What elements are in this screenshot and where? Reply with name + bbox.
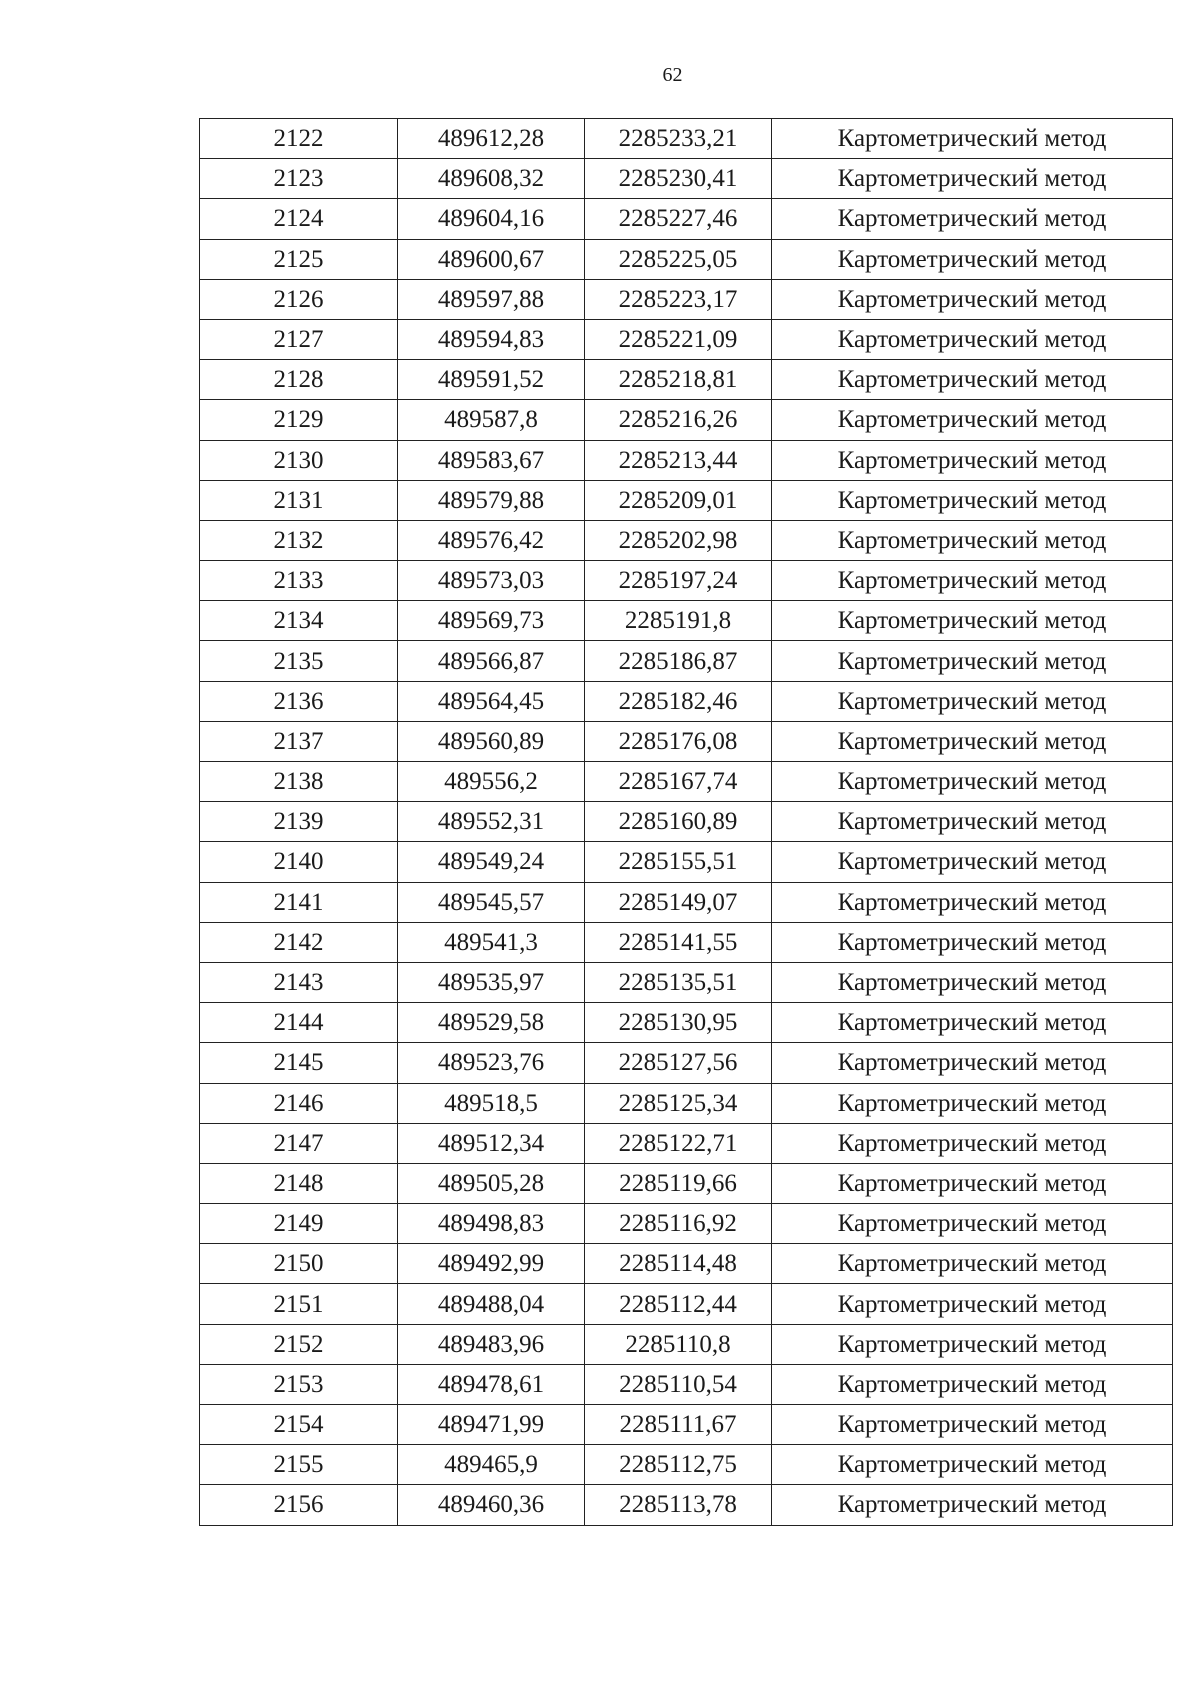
method-cell: Картометрический метод	[772, 762, 1173, 802]
y-coordinate-cell: 2285197,24	[585, 561, 772, 601]
table-row	[200, 1163, 1173, 1203]
method-cell: Картометрический метод	[772, 1204, 1173, 1244]
method-cell: Картометрический метод	[772, 1083, 1173, 1123]
point-number-cell: 2125	[200, 239, 398, 279]
point-number-cell: 2124	[200, 199, 398, 239]
y-coordinate-cell: 2285149,07	[585, 882, 772, 922]
method-cell: Картометрический метод	[772, 520, 1173, 560]
table-row	[200, 1244, 1173, 1284]
table-row	[200, 520, 1173, 560]
table-row	[200, 440, 1173, 480]
point-number-cell: 2156	[200, 1485, 398, 1525]
x-coordinate-cell: 489483,96	[398, 1324, 585, 1364]
point-number-cell: 2130	[200, 440, 398, 480]
method-cell: Картометрический метод	[772, 1445, 1173, 1485]
method-cell: Картометрический метод	[772, 319, 1173, 359]
table-row	[200, 1364, 1173, 1404]
method-cell: Картометрический метод	[772, 1244, 1173, 1284]
x-coordinate-cell: 489498,83	[398, 1204, 585, 1244]
table-row	[200, 962, 1173, 1002]
y-coordinate-cell: 2285227,46	[585, 199, 772, 239]
table-row	[200, 1284, 1173, 1324]
x-coordinate-cell: 489564,45	[398, 681, 585, 721]
method-cell: Картометрический метод	[772, 641, 1173, 681]
y-coordinate-cell: 2285112,75	[585, 1445, 772, 1485]
x-coordinate-cell: 489600,67	[398, 239, 585, 279]
point-number-cell: 2145	[200, 1043, 398, 1083]
table-row	[200, 279, 1173, 319]
point-number-cell: 2146	[200, 1083, 398, 1123]
point-number-cell: 2139	[200, 802, 398, 842]
table-row	[200, 319, 1173, 359]
method-cell: Картометрический метод	[772, 802, 1173, 842]
y-coordinate-cell: 2285233,21	[585, 119, 772, 159]
coordinates-table-body	[200, 119, 1173, 1526]
table-row	[200, 360, 1173, 400]
point-number-cell: 2142	[200, 922, 398, 962]
y-coordinate-cell: 2285182,46	[585, 681, 772, 721]
y-coordinate-cell: 2285209,01	[585, 480, 772, 520]
method-cell: Картометрический метод	[772, 1163, 1173, 1203]
x-coordinate-cell: 489579,88	[398, 480, 585, 520]
point-number-cell: 2129	[200, 400, 398, 440]
y-coordinate-cell: 2285111,67	[585, 1405, 772, 1445]
y-coordinate-cell: 2285114,48	[585, 1244, 772, 1284]
x-coordinate-cell: 489591,52	[398, 360, 585, 400]
table-row	[200, 199, 1173, 239]
x-coordinate-cell: 489549,24	[398, 842, 585, 882]
x-coordinate-cell: 489608,32	[398, 159, 585, 199]
point-number-cell: 2131	[200, 480, 398, 520]
method-cell: Картометрический метод	[772, 279, 1173, 319]
x-coordinate-cell: 489529,58	[398, 1003, 585, 1043]
table-row	[200, 1043, 1173, 1083]
point-number-cell: 2135	[200, 641, 398, 681]
x-coordinate-cell: 489604,16	[398, 199, 585, 239]
table-row	[200, 561, 1173, 601]
x-coordinate-cell: 489465,9	[398, 1445, 585, 1485]
method-cell: Картометрический метод	[772, 601, 1173, 641]
method-cell: Картометрический метод	[772, 1364, 1173, 1404]
method-cell: Картометрический метод	[772, 440, 1173, 480]
y-coordinate-cell: 2285113,78	[585, 1485, 772, 1525]
y-coordinate-cell: 2285216,26	[585, 400, 772, 440]
method-cell: Картометрический метод	[772, 962, 1173, 1002]
point-number-cell: 2152	[200, 1324, 398, 1364]
method-cell: Картометрический метод	[772, 1324, 1173, 1364]
method-cell: Картометрический метод	[772, 681, 1173, 721]
point-number-cell: 2143	[200, 962, 398, 1002]
method-cell: Картометрический метод	[772, 1043, 1173, 1083]
method-cell: Картометрический метод	[772, 882, 1173, 922]
x-coordinate-cell: 489560,89	[398, 721, 585, 761]
x-coordinate-cell: 489488,04	[398, 1284, 585, 1324]
point-number-cell: 2133	[200, 561, 398, 601]
table-row	[200, 480, 1173, 520]
point-number-cell: 2140	[200, 842, 398, 882]
y-coordinate-cell: 2285122,71	[585, 1123, 772, 1163]
point-number-cell: 2148	[200, 1163, 398, 1203]
point-number-cell: 2137	[200, 721, 398, 761]
x-coordinate-cell: 489552,31	[398, 802, 585, 842]
y-coordinate-cell: 2285223,17	[585, 279, 772, 319]
table-row	[200, 762, 1173, 802]
point-number-cell: 2136	[200, 681, 398, 721]
table-row	[200, 239, 1173, 279]
x-coordinate-cell: 489612,28	[398, 119, 585, 159]
y-coordinate-cell: 2285112,44	[585, 1284, 772, 1324]
y-coordinate-cell: 2285155,51	[585, 842, 772, 882]
y-coordinate-cell: 2285191,8	[585, 601, 772, 641]
method-cell: Картометрический метод	[772, 1003, 1173, 1043]
x-coordinate-cell: 489597,88	[398, 279, 585, 319]
x-coordinate-cell: 489566,87	[398, 641, 585, 681]
y-coordinate-cell: 2285186,87	[585, 641, 772, 681]
y-coordinate-cell: 2285127,56	[585, 1043, 772, 1083]
point-number-cell: 2132	[200, 520, 398, 560]
y-coordinate-cell: 2285160,89	[585, 802, 772, 842]
table-row	[200, 1204, 1173, 1244]
method-cell: Картометрический метод	[772, 360, 1173, 400]
x-coordinate-cell: 489594,83	[398, 319, 585, 359]
point-number-cell: 2155	[200, 1445, 398, 1485]
method-cell: Картометрический метод	[772, 1123, 1173, 1163]
y-coordinate-cell: 2285218,81	[585, 360, 772, 400]
x-coordinate-cell: 489478,61	[398, 1364, 585, 1404]
point-number-cell: 2149	[200, 1204, 398, 1244]
method-cell: Картометрический метод	[772, 561, 1173, 601]
table-row	[200, 882, 1173, 922]
method-cell: Картометрический метод	[772, 239, 1173, 279]
point-number-cell: 2147	[200, 1123, 398, 1163]
y-coordinate-cell: 2285110,54	[585, 1364, 772, 1404]
x-coordinate-cell: 489505,28	[398, 1163, 585, 1203]
method-cell: Картометрический метод	[772, 400, 1173, 440]
point-number-cell: 2122	[200, 119, 398, 159]
table-row	[200, 119, 1173, 159]
method-cell: Картометрический метод	[772, 119, 1173, 159]
x-coordinate-cell: 489587,8	[398, 400, 585, 440]
point-number-cell: 2123	[200, 159, 398, 199]
x-coordinate-cell: 489545,57	[398, 882, 585, 922]
method-cell: Картометрический метод	[772, 842, 1173, 882]
x-coordinate-cell: 489541,3	[398, 922, 585, 962]
table-row	[200, 922, 1173, 962]
method-cell: Картометрический метод	[772, 199, 1173, 239]
method-cell: Картометрический метод	[772, 480, 1173, 520]
table-row	[200, 1003, 1173, 1043]
table-row	[200, 1123, 1173, 1163]
page-number: 62	[662, 64, 683, 86]
x-coordinate-cell: 489535,97	[398, 962, 585, 1002]
y-coordinate-cell: 2285130,95	[585, 1003, 772, 1043]
point-number-cell: 2150	[200, 1244, 398, 1284]
table-row	[200, 721, 1173, 761]
table-row	[200, 1324, 1173, 1364]
table-row	[200, 842, 1173, 882]
point-number-cell: 2128	[200, 360, 398, 400]
table-row	[200, 802, 1173, 842]
x-coordinate-cell: 489460,36	[398, 1485, 585, 1525]
x-coordinate-cell: 489518,5	[398, 1083, 585, 1123]
coordinates-table	[199, 118, 1173, 1526]
y-coordinate-cell: 2285141,55	[585, 922, 772, 962]
y-coordinate-cell: 2285167,74	[585, 762, 772, 802]
y-coordinate-cell: 2285110,8	[585, 1324, 772, 1364]
x-coordinate-cell: 489573,03	[398, 561, 585, 601]
point-number-cell: 2126	[200, 279, 398, 319]
y-coordinate-cell: 2285225,05	[585, 239, 772, 279]
method-cell: Картометрический метод	[772, 159, 1173, 199]
point-number-cell: 2138	[200, 762, 398, 802]
y-coordinate-cell: 2285230,41	[585, 159, 772, 199]
y-coordinate-cell: 2285119,66	[585, 1163, 772, 1203]
table-row	[200, 1083, 1173, 1123]
table-row	[200, 641, 1173, 681]
y-coordinate-cell: 2285213,44	[585, 440, 772, 480]
method-cell: Картометрический метод	[772, 721, 1173, 761]
y-coordinate-cell: 2285125,34	[585, 1083, 772, 1123]
x-coordinate-cell: 489569,73	[398, 601, 585, 641]
x-coordinate-cell: 489583,67	[398, 440, 585, 480]
method-cell: Картометрический метод	[772, 922, 1173, 962]
x-coordinate-cell: 489492,99	[398, 1244, 585, 1284]
x-coordinate-cell: 489523,76	[398, 1043, 585, 1083]
point-number-cell: 2134	[200, 601, 398, 641]
x-coordinate-cell: 489471,99	[398, 1405, 585, 1445]
table-row	[200, 1445, 1173, 1485]
point-number-cell: 2154	[200, 1405, 398, 1445]
method-cell: Картометрический метод	[772, 1405, 1173, 1445]
table-row	[200, 681, 1173, 721]
x-coordinate-cell: 489556,2	[398, 762, 585, 802]
point-number-cell: 2151	[200, 1284, 398, 1324]
y-coordinate-cell: 2285176,08	[585, 721, 772, 761]
method-cell: Картометрический метод	[772, 1284, 1173, 1324]
y-coordinate-cell: 2285202,98	[585, 520, 772, 560]
point-number-cell: 2153	[200, 1364, 398, 1404]
y-coordinate-cell: 2285221,09	[585, 319, 772, 359]
table-row	[200, 400, 1173, 440]
point-number-cell: 2127	[200, 319, 398, 359]
point-number-cell: 2144	[200, 1003, 398, 1043]
table-row	[200, 159, 1173, 199]
table-row	[200, 601, 1173, 641]
point-number-cell: 2141	[200, 882, 398, 922]
table-row	[200, 1405, 1173, 1445]
x-coordinate-cell: 489512,34	[398, 1123, 585, 1163]
table-row	[200, 1485, 1173, 1525]
method-cell: Картометрический метод	[772, 1485, 1173, 1525]
y-coordinate-cell: 2285135,51	[585, 962, 772, 1002]
y-coordinate-cell: 2285116,92	[585, 1204, 772, 1244]
x-coordinate-cell: 489576,42	[398, 520, 585, 560]
